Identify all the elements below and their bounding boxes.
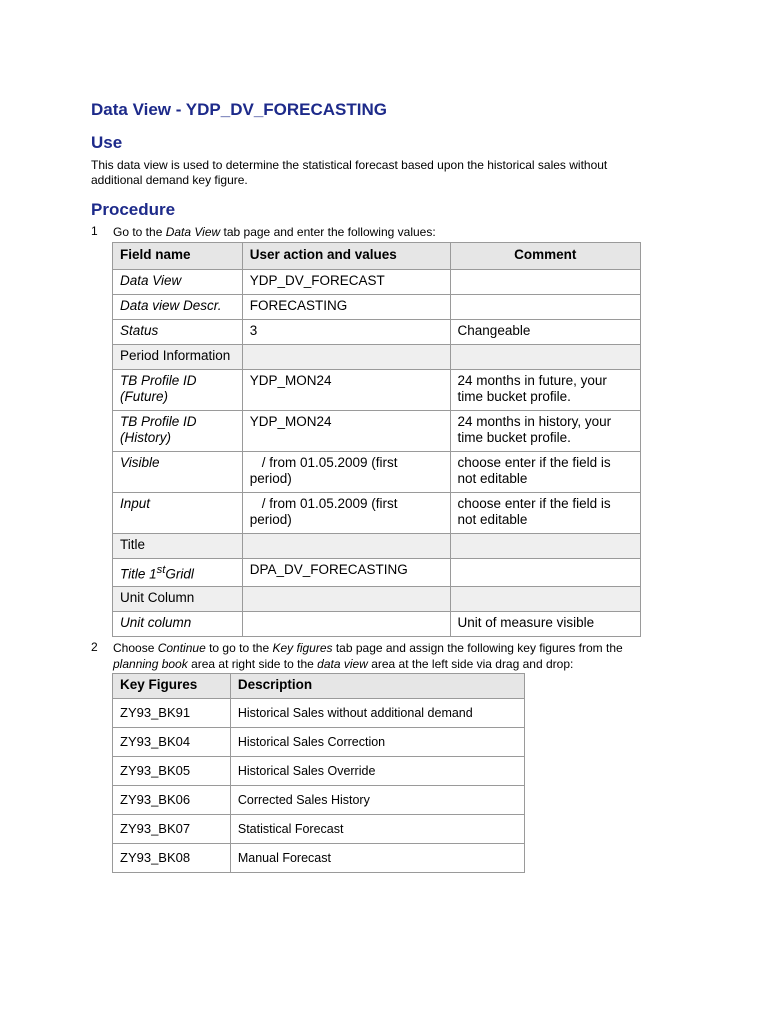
key-figure-cell: ZY93_BK08 (113, 844, 231, 873)
description-cell: Manual Forecast (230, 844, 524, 873)
comment-cell: Unit of measure visible (450, 611, 640, 636)
value-cell: 3 (242, 320, 450, 345)
table-row (113, 559, 641, 587)
table-row (113, 757, 525, 786)
table-row (113, 586, 641, 611)
key-figure-cell: ZY93_BK06 (113, 786, 231, 815)
value-cell: / from 01.05.2009 (first period) (242, 452, 450, 493)
table-row (113, 728, 525, 757)
field-name-cell: Title (113, 534, 243, 559)
description-cell: Corrected Sales History (230, 786, 524, 815)
comment-cell (450, 559, 640, 587)
column-header: Key Figures (113, 674, 231, 699)
table-row (113, 370, 641, 411)
field-name-cell: Unit Column (113, 586, 243, 611)
comment-cell (450, 295, 640, 320)
comment-cell (450, 270, 640, 295)
table-row (113, 493, 641, 534)
column-header: User action and values (242, 243, 450, 270)
table-row (113, 411, 641, 452)
key-figure-cell: ZY93_BK91 (113, 699, 231, 728)
description-cell: Historical Sales Override (230, 757, 524, 786)
table-row (113, 452, 641, 493)
field-name-cell: Unit column (113, 611, 243, 636)
field-name-cell: Data view Descr. (113, 295, 243, 320)
column-header: Comment (450, 243, 640, 270)
value-cell: DPA_DV_FORECASTING (242, 559, 450, 587)
key-figure-cell: ZY93_BK05 (113, 757, 231, 786)
table-row (113, 295, 641, 320)
comment-cell: choose enter if the field is not editable (450, 452, 640, 493)
field-name-cell: TB Profile ID (Future) (113, 370, 243, 411)
comment-cell: Changeable (450, 320, 640, 345)
procedure-heading: Procedure (91, 200, 176, 219)
comment-cell (450, 345, 640, 370)
key-figure-cell: ZY93_BK04 (113, 728, 231, 757)
field-values-table (112, 242, 641, 637)
comment-cell: choose enter if the field is not editable (450, 493, 640, 534)
table-row (113, 611, 641, 636)
value-cell: / from 01.05.2009 (first period) (242, 493, 450, 534)
value-cell (242, 534, 450, 559)
table-row (113, 320, 641, 345)
description-cell: Historical Sales Correction (230, 728, 524, 757)
field-name-cell: Data View (113, 270, 243, 295)
field-name-cell: Title 1stGridl (113, 559, 243, 587)
table-row (113, 345, 641, 370)
comment-cell (450, 586, 640, 611)
step-2-number: 2 (91, 640, 98, 654)
comment-cell: 24 months in future, your time bucket profile. (450, 370, 640, 411)
value-cell: YDP_MON24 (242, 370, 450, 411)
column-header: Description (230, 674, 524, 699)
field-name-cell: Visible (113, 452, 243, 493)
field-name-cell: Period Information (113, 345, 243, 370)
value-cell: FORECASTING (242, 295, 450, 320)
document-title: Data View - YDP_DV_FORECASTING (91, 100, 388, 119)
use-text: This data view is used to determine the statistical forecast based upon the historical sales without additional demand key figure. (91, 158, 608, 187)
table-row (113, 270, 641, 295)
table-row (113, 815, 525, 844)
use-heading: Use (91, 133, 123, 152)
description-cell: Historical Sales without additional demand (230, 699, 524, 728)
field-name-cell: Input (113, 493, 243, 534)
field-name-cell: TB Profile ID (History) (113, 411, 243, 452)
description-cell: Statistical Forecast (230, 815, 524, 844)
comment-cell (450, 534, 640, 559)
step-1-number: 1 (91, 224, 98, 238)
table-row (113, 699, 525, 728)
table-header-row (113, 243, 641, 270)
comment-cell: 24 months in history, your time bucket profile. (450, 411, 640, 452)
field-name-cell: Status (113, 320, 243, 345)
step-1-text: Go to the Data View tab page and enter the following values: (113, 225, 436, 239)
value-cell: YDP_MON24 (242, 411, 450, 452)
table-row (113, 786, 525, 815)
key-figures-table (112, 673, 525, 873)
value-cell (242, 611, 450, 636)
value-cell (242, 586, 450, 611)
column-header: Field name (113, 243, 243, 270)
value-cell (242, 345, 450, 370)
value-cell: YDP_DV_FORECAST (242, 270, 450, 295)
key-figure-cell: ZY93_BK07 (113, 815, 231, 844)
table-header-row (113, 674, 525, 699)
step-2-text: Choose Continue to go to the Key figures tab page and assign the following key figures from the planning book area at right side to the data view area at the left side via drag and drop: (113, 641, 623, 671)
table-row (113, 534, 641, 559)
table-row (113, 844, 525, 873)
